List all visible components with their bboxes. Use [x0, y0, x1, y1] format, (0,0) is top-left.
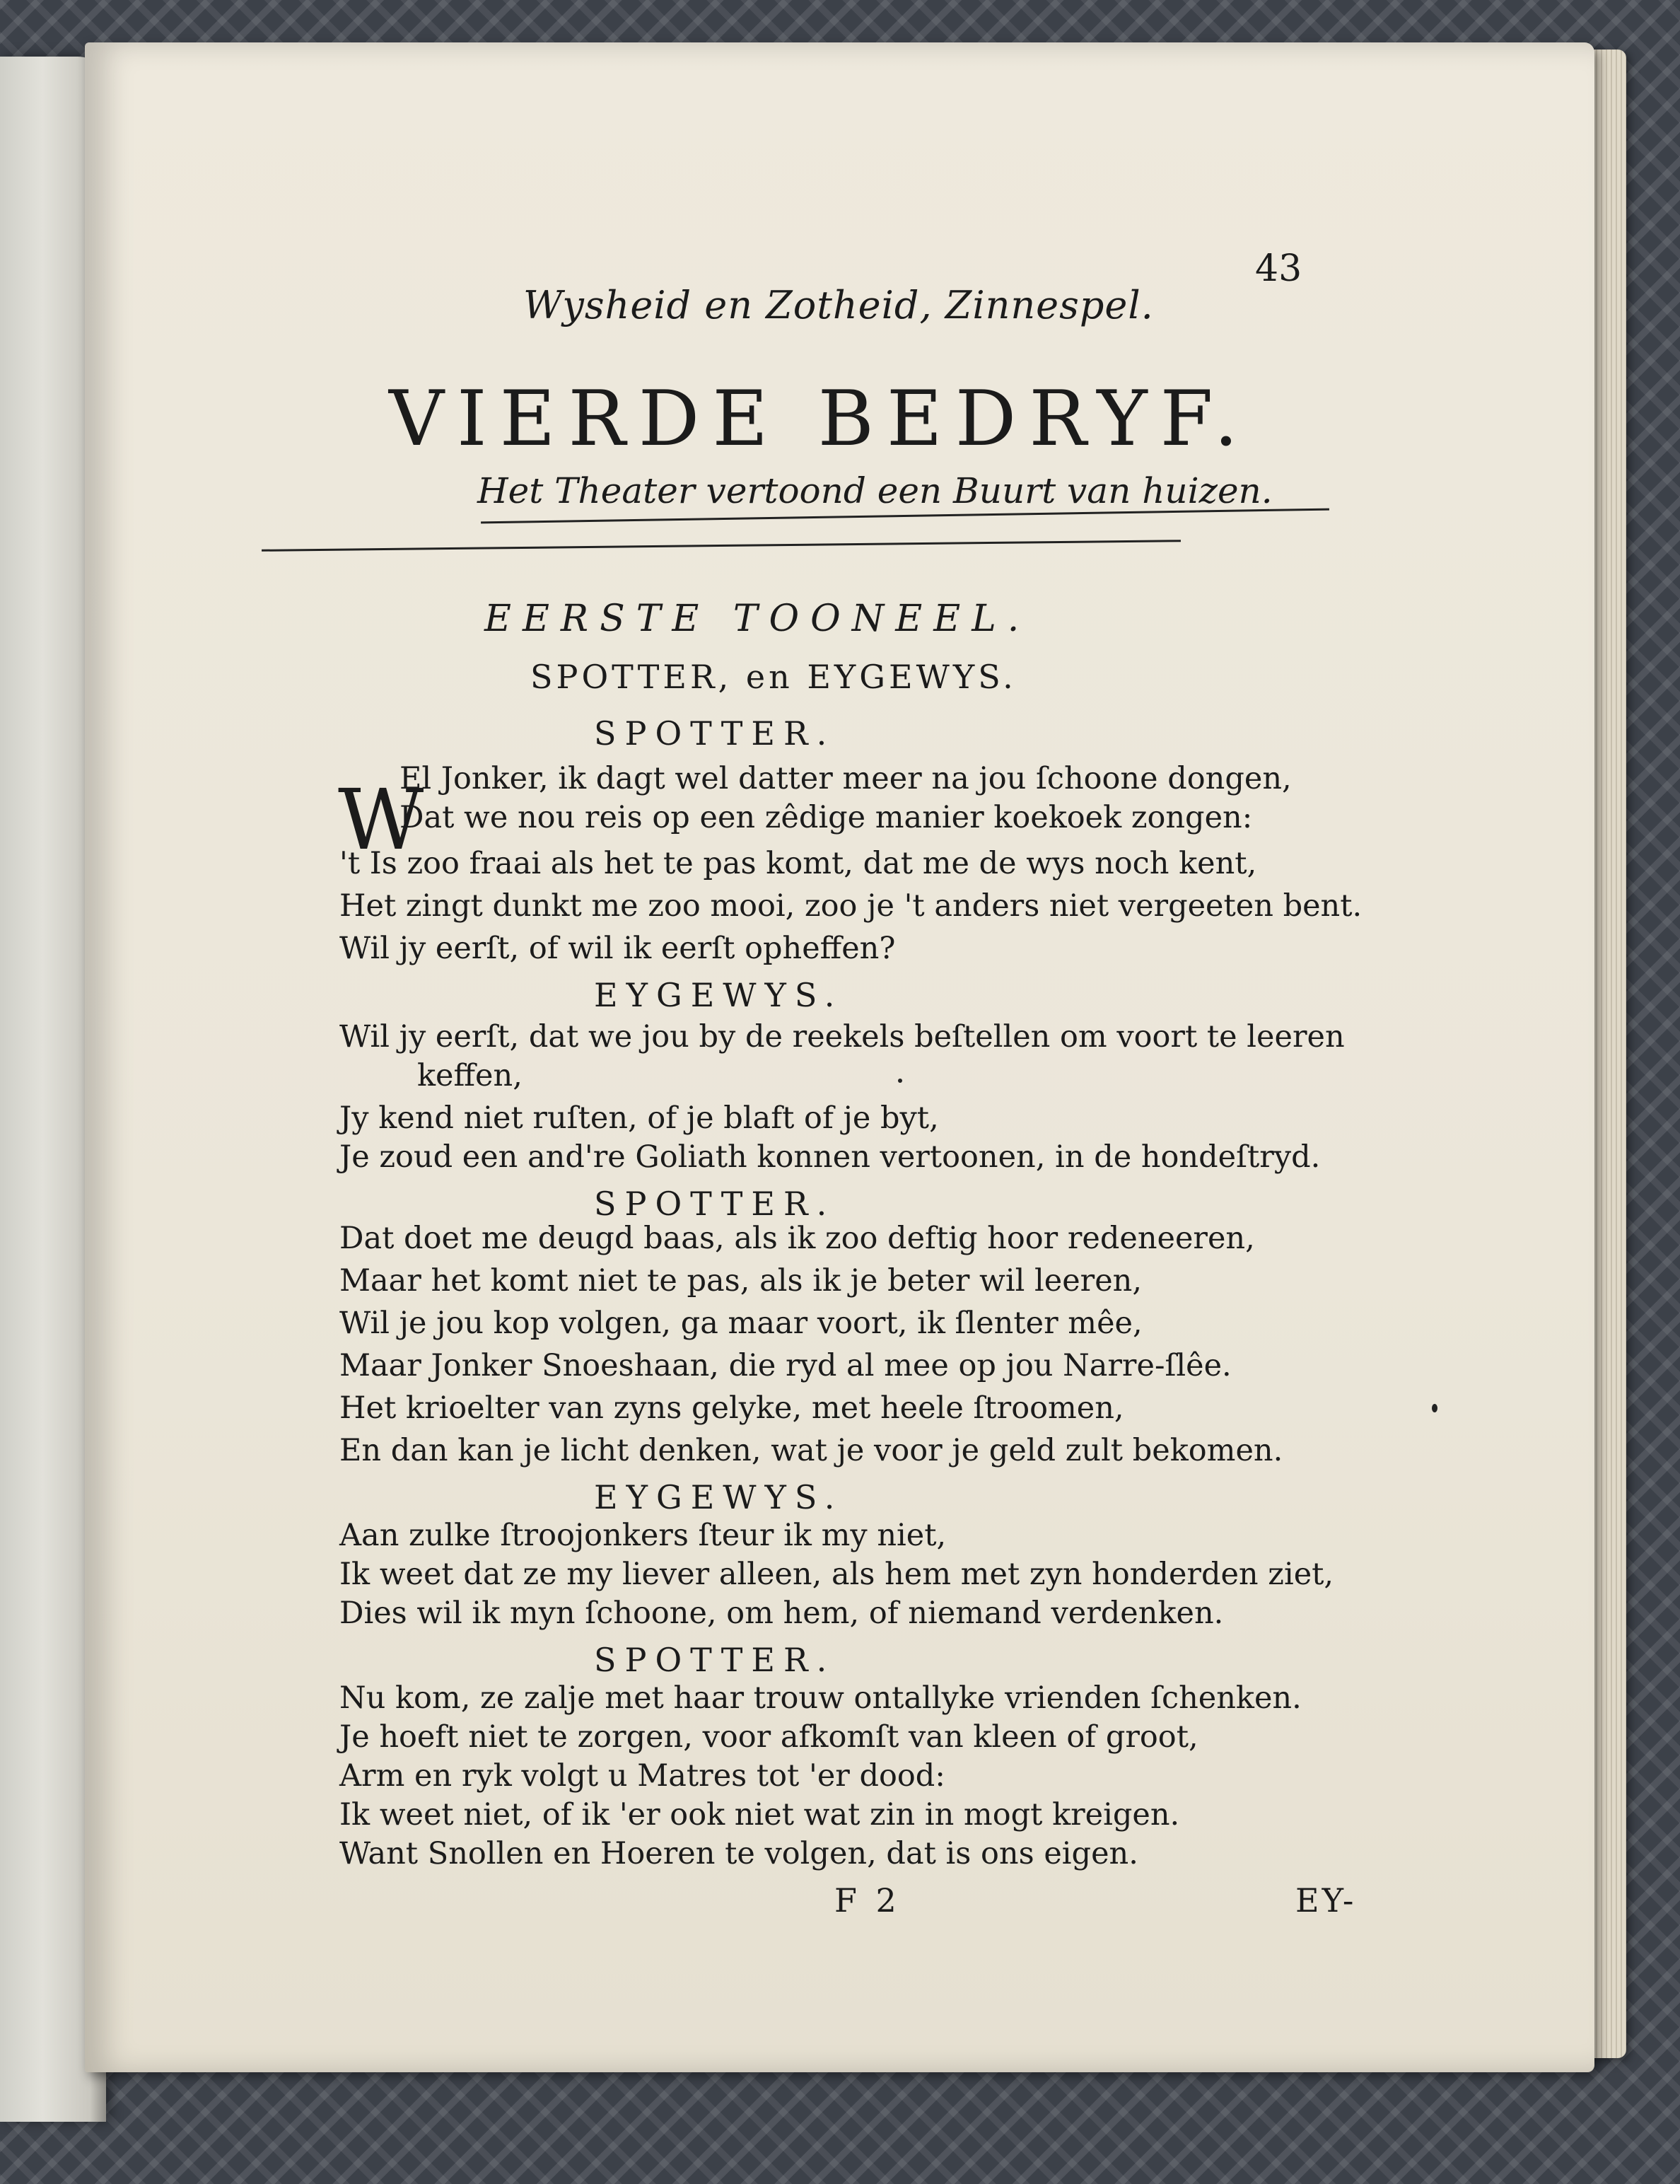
verse-line: Wil je jou kop volgen, ga maar voort, ik ſlenter mêe,	[339, 1306, 1143, 1341]
verse-line: 't Is zoo fraai als het te pas komt, dat me de wys noch kent,	[339, 846, 1257, 881]
scene-title: EERSTE TOONEEL.	[484, 598, 1031, 640]
verse-line: Je zoud een and're Goliath konnen vertoonen, in de hondeſtryd.	[339, 1139, 1321, 1175]
verse-line: Dat doet me deugd baas, als ik zoo deftig hoor redeneeren,	[339, 1221, 1255, 1256]
verse-line: El Jonker, ik dagt wel datter meer na jou ſchoone dongen,	[399, 761, 1292, 796]
scene-setting: Het Theater vertoond een Buurt van huizen.	[477, 470, 1273, 511]
verse-line: Nu kom, ze zalje met haar trouw ontallyke vrienden ſchenken.	[339, 1680, 1302, 1716]
verse-line: Dat we nou reis op een zêdige manier koekoek zongen:	[399, 800, 1253, 835]
speaker-heading: EYGEWYS.	[594, 1478, 844, 1516]
verse-line: Jy kend niet ruſten, of je blaft of je byt,	[339, 1100, 939, 1136]
verse-line: Wil jy eerſt, dat we jou by de reekels beſtellen om voort te leeren	[339, 1019, 1345, 1055]
verse-line: Want Snollen en Hoeren te volgen, dat is ons eigen.	[339, 1836, 1138, 1871]
running-head: Wysheid en Zotheid, Zinnespel.	[523, 283, 1154, 327]
verse-line: Ik weet niet, of ik 'er ook niet wat zin in mogt kreigen.	[339, 1797, 1180, 1832]
verse-line: Aan zulke ſtroojonkers ſteur ik my niet,	[339, 1518, 947, 1553]
ink-speck	[1432, 1404, 1437, 1412]
scene-characters: SPOTTER, en EYGEWYS.	[530, 658, 1017, 696]
signature-mark: F 2	[834, 1881, 901, 1919]
ink-speck	[898, 1079, 902, 1083]
act-title: VIERDE BEDRYF.	[389, 375, 1252, 463]
verse-line: Het krioelter van zyns gelyke, met heele ſtroomen,	[339, 1390, 1124, 1426]
page-number: 43	[1255, 248, 1302, 290]
speaker-heading: SPOTTER.	[594, 1641, 836, 1679]
verse-line: Arm en ryk volgt u Matres tot 'er dood:	[339, 1758, 945, 1794]
speaker-heading: SPOTTER.	[594, 1185, 836, 1223]
verse-line: Je hoeft niet te zorgen, voor afkomſt van kleen of groot,	[339, 1719, 1198, 1755]
verse-line: Wil jy eerſt, of wil ik eerſt opheffen?	[339, 931, 896, 966]
verse-line: Maar Jonker Snoeshaan, die ryd al mee op jou Narre-ſlêe.	[339, 1348, 1232, 1383]
verse-line: En dan kan je licht denken, wat je voor je geld zult bekomen.	[339, 1433, 1283, 1468]
verse-line: Het zingt dunkt me zoo mooi, zoo je 't anders niet vergeeten bent.	[339, 888, 1363, 924]
catchword: EY-	[1295, 1881, 1357, 1919]
verse-line: Ik weet dat ze my liever alleen, als hem met zyn honderden ziet,	[339, 1557, 1334, 1592]
speaker-heading: SPOTTER.	[594, 714, 836, 753]
verse-line: Maar het komt niet te pas, als ik je beter wil leeren,	[339, 1263, 1143, 1299]
verse-line: Dies wil ik myn ſchoone, om hem, of niemand verdenken.	[339, 1596, 1224, 1631]
rule-lower	[262, 540, 1181, 552]
book-page	[85, 42, 1594, 2072]
verse-line: keffen,	[417, 1058, 523, 1093]
speaker-heading: EYGEWYS.	[594, 976, 844, 1014]
drop-cap: W	[338, 771, 424, 869]
